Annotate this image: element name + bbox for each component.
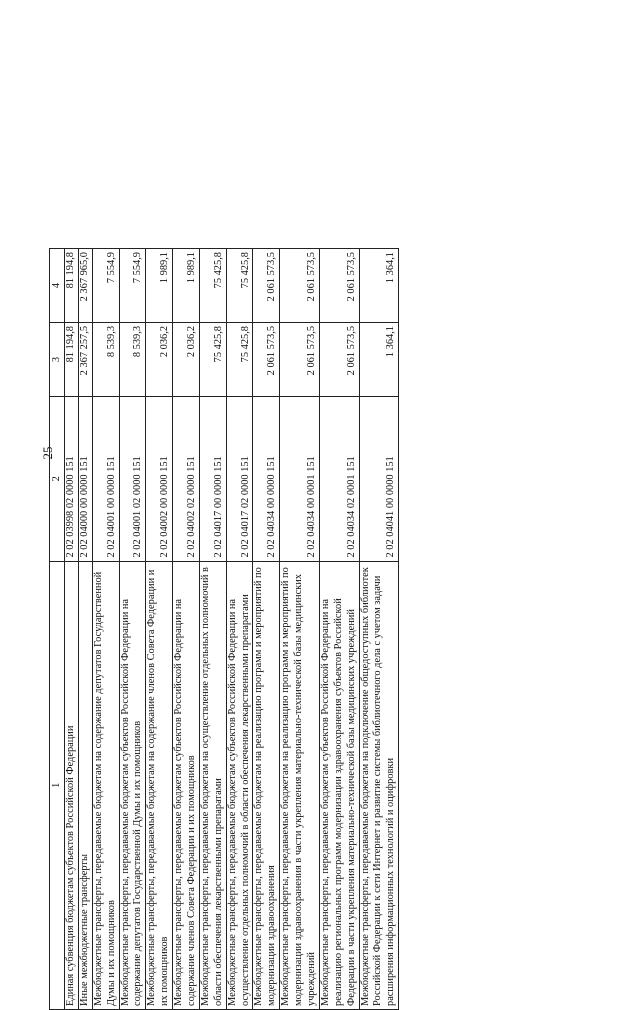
row-value-col4: 7 554,9 [92,249,119,323]
row-value-col4: 2 061 573,5 [319,249,359,323]
row-name: Межбюджетные трансферты, передаваемые бюджетам субъектов Российской Федерации на реализацию региональных программ модернизации здравоохранения субъектов Российской Федерации в части укрепления материально-технической базы медицинских учреждений [319,561,359,1009]
row-name: Межбюджетные трансферты, передаваемые бюджетам на содержание депутатов Государственной Думы и их помощников [92,561,119,1009]
row-value-col3: 2 036,2 [146,322,173,396]
budget-table-container [49,248,511,1010]
column-header: 2 [50,396,65,561]
row-code: 2 02 04017 00 0000 151 [199,396,226,561]
table-header-row [50,249,65,1010]
table-row [199,249,226,1010]
row-value-col3: 8 539,3 [119,322,146,396]
table-row [65,249,79,1010]
row-name: Межбюджетные трансферты, передаваемые бюджетам на реализацию программ и мероприятий по модернизации здравоохранения в части укрепления материально-технической базы медицинских учреждений [280,561,320,1009]
row-value-col3: 2 061 573,5 [280,322,320,396]
table-row [226,249,253,1010]
row-code: 2 02 04002 00 0000 151 [146,396,173,561]
budget-table [49,248,399,1010]
row-value-col4: 75 425,8 [226,249,253,323]
row-value-col4: 75 425,8 [199,249,226,323]
row-value-col3: 2 367 257,5 [78,322,92,396]
row-value-col3: 8 539,3 [92,322,119,396]
row-code: 2 02 04000 00 0000 151 [78,396,92,561]
row-code: 2 02 04001 00 0000 151 [92,396,119,561]
row-value-col4: 1 989,1 [146,249,173,323]
table-row [359,249,399,1010]
row-code: 2 02 03998 02 0000 151 [65,396,79,561]
column-header: 3 [50,322,65,396]
table-row [253,249,280,1010]
table-row [280,249,320,1010]
row-value-col4: 7 554,9 [119,249,146,323]
column-header: 1 [50,561,65,1009]
table-row [173,249,200,1010]
row-value-col3: 2 061 573,5 [253,322,280,396]
row-name: Межбюджетные трансферты, передаваемые бюджетам на подключение общедоступных библиотек Российской Федерации к сети Интернет и развитие системы библиотечного дела с учетом задачи расширения информационных технологий и оцифровки [359,561,399,1009]
row-value-col4: 1 364,1 [359,249,399,323]
row-value-col4: 2 061 573,5 [280,249,320,323]
row-value-col3: 75 425,8 [226,322,253,396]
table-row [119,249,146,1010]
row-name: Межбюджетные трансферты, передаваемые бюджетам субъектов Российской Федерации на содержание членов Совета Федерации и их помощников [173,561,200,1009]
row-code: 2 02 04002 02 0000 151 [173,396,200,561]
row-value-col3: 2 061 573,5 [319,322,359,396]
row-name: Межбюджетные трансферты, передаваемые бюджетам субъектов Российской Федерации на содержание депутатов Государственной Думы и их помощников [119,561,146,1009]
table-row [78,249,92,1010]
row-value-col3: 2 036,2 [173,322,200,396]
table-row [92,249,119,1010]
row-value-col4: 81 194,8 [65,249,79,323]
row-value-col4: 2 061 573,5 [253,249,280,323]
row-value-col3: 75 425,8 [199,322,226,396]
column-header: 4 [50,249,65,323]
row-value-col3: 1 364,1 [359,322,399,396]
row-code: 2 02 04041 00 0000 151 [359,396,399,561]
row-name: Межбюджетные трансферты, передаваемые бюджетам на осуществление отдельных полномочий в области обеспечения лекарственными препаратами [199,561,226,1009]
table-row [146,249,173,1010]
page-number: 25 [40,446,55,460]
row-code: 2 02 04034 00 0000 151 [253,396,280,561]
row-value-col4: 2 367 965,0 [78,249,92,323]
row-name: Иные межбюджетные трансферты [78,561,92,1009]
row-code: 2 02 04034 02 0001 151 [319,396,359,561]
row-code: 2 02 04001 02 0000 151 [119,396,146,561]
table-row [319,249,359,1010]
row-name: Единая субвенция бюджетам субъектов Российской Федерации [65,561,79,1009]
row-name: Межбюджетные трансферты, передаваемые бюджетам субъектов Российской Федерации на осуществление отдельных полномочий в области обеспечения лекарственными препаратами [226,561,253,1009]
row-value-col4: 1 989,1 [173,249,200,323]
row-name: Межбюджетные трансферты, передаваемые бюджетам на содержание членов Совета Федерации и их помощников [146,561,173,1009]
row-name: Межбюджетные трансферты, передаваемые бюджетам на реализацию программ и мероприятий по модернизации здравоохранения [253,561,280,1009]
row-code: 2 02 04017 02 0000 151 [226,396,253,561]
row-code: 2 02 04034 00 0001 151 [280,396,320,561]
row-value-col3: 81 194,8 [65,322,79,396]
